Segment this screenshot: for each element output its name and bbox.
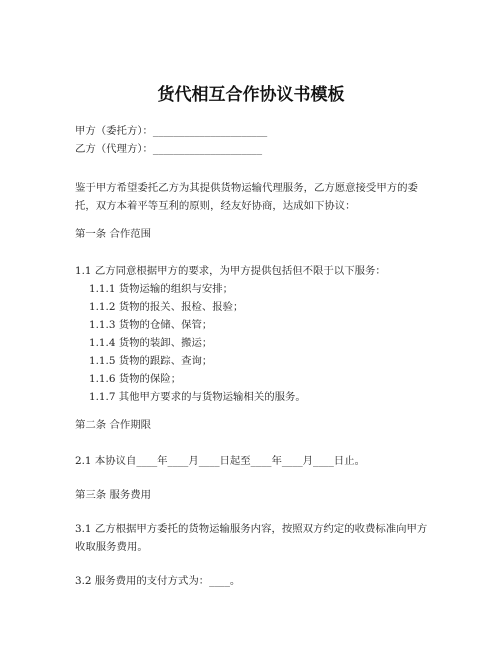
list-item: 1.1.2 货物的报关、报检、报验； bbox=[89, 301, 244, 313]
clause-3-2: 3.2 服务费用的支付方式为：____。 bbox=[75, 575, 241, 587]
intro-paragraph: 鉴于甲方希望委托乙方为其提供货物运输代理服务，乙方愿意接受甲方的委托，双方本着平等互利的原则，经友好协商，达成如下协议： bbox=[75, 182, 418, 212]
list-item: 1.1.4 货物的装卸、搬运； bbox=[89, 337, 213, 349]
clause-3-1: 3.1 乙方根据甲方委托的货物运输服务内容，按照双方约定的收费标准向甲方收取服务费用。 bbox=[75, 523, 428, 553]
article-2-heading: 第二条 合作期限 bbox=[75, 419, 152, 431]
list-item: 1.1.5 货物的跟踪、查询； bbox=[89, 355, 213, 367]
article-1-heading: 第一条 合作范围 bbox=[75, 228, 152, 240]
party-a-line: 甲方（委托方）：______________________ bbox=[75, 125, 268, 137]
document-title: 货代相互合作协议书模板 bbox=[157, 85, 345, 105]
list-item: 1.1.3 货物的仓储、保管； bbox=[89, 319, 213, 331]
list-item: 1.1.7 其他甲方要求的与货物运输相关的服务。 bbox=[89, 391, 306, 403]
clause-2-1: 2.1 本协议自____年____月____日起至____年____月____日止。 bbox=[75, 455, 365, 467]
list-item: 1.1.1 货物运输的组织与安排； bbox=[89, 283, 234, 295]
article-3-heading: 第三条 服务费用 bbox=[75, 489, 152, 501]
party-b-line: 乙方（代理方）：_____________________ bbox=[75, 143, 263, 155]
clause-1-1: 1.1 乙方同意根据甲方的要求，为甲方提供包括但不限于以下服务： bbox=[75, 265, 386, 277]
list-item: 1.1.6 货物的保险； bbox=[89, 373, 182, 385]
